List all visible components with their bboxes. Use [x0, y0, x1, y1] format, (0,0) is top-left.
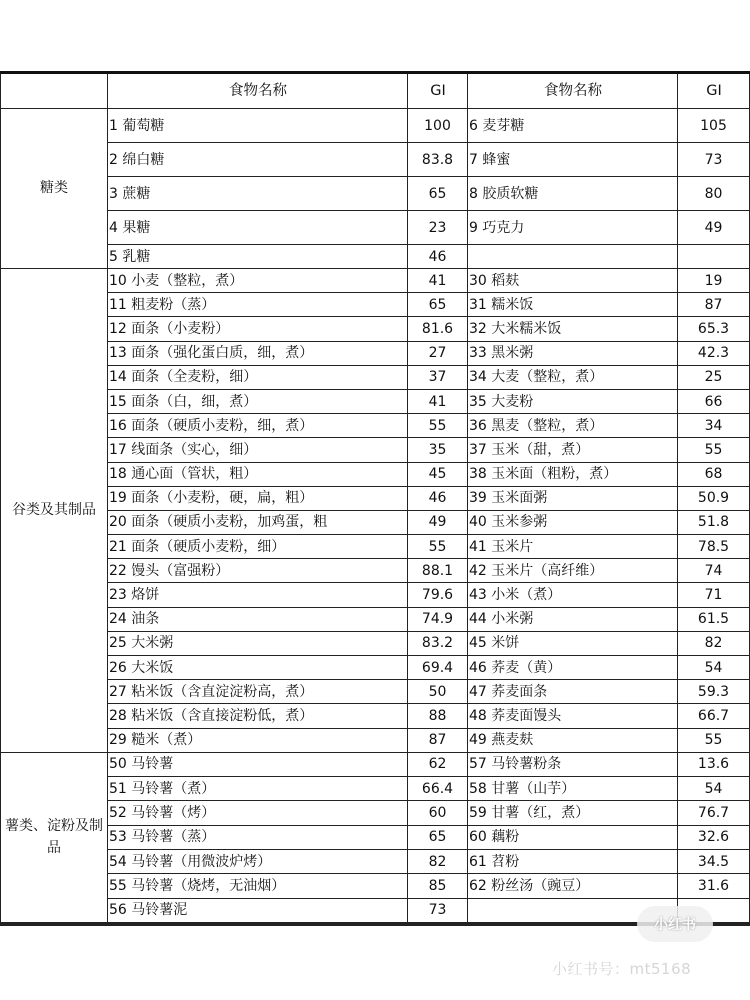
gi-value: 42.3	[678, 341, 750, 365]
gi-value: 32.6	[678, 825, 750, 849]
food-name: 43 小米（煮）	[468, 583, 678, 607]
gi-value: 88	[408, 704, 468, 728]
gi-value: 41	[408, 389, 468, 413]
gi-value: 65	[408, 177, 468, 211]
food-name: 50 马铃薯	[108, 752, 408, 776]
food-name: 7 蜂蜜	[468, 143, 678, 177]
header-food-name-left: 食物名称	[108, 73, 408, 109]
table-row	[1, 211, 750, 245]
gi-value: 55	[408, 414, 468, 438]
food-name: 23 烙饼	[108, 583, 408, 607]
food-name: 26 大米饭	[108, 656, 408, 680]
food-name: 52 马铃薯（烤）	[108, 801, 408, 825]
food-name: 27 粘米饭（含直淀淀粉高，煮）	[108, 680, 408, 704]
gi-food-table	[0, 71, 750, 926]
gi-value: 81.6	[408, 317, 468, 341]
gi-value: 100	[408, 109, 468, 143]
food-name: 58 甘薯（山芋）	[468, 777, 678, 801]
food-name: 35 大麦粉	[468, 389, 678, 413]
gi-value: 65	[408, 825, 468, 849]
food-name: 62 粉丝汤（豌豆）	[468, 874, 678, 898]
gi-value: 51.8	[678, 510, 750, 534]
food-name: 2 绵白糖	[108, 143, 408, 177]
category-label: 糖类	[1, 109, 108, 269]
gi-value: 55	[678, 728, 750, 752]
gi-value: 45	[408, 462, 468, 486]
food-name: 39 玉米面粥	[468, 486, 678, 510]
gi-value: 37	[408, 365, 468, 389]
table-row	[1, 341, 750, 365]
food-name: 47 荞麦面条	[468, 680, 678, 704]
gi-value: 31.6	[678, 874, 750, 898]
table-row	[1, 269, 750, 293]
table-row	[1, 728, 750, 752]
table-row	[1, 389, 750, 413]
food-name: 59 甘薯（红，煮）	[468, 801, 678, 825]
gi-value: 59.3	[678, 680, 750, 704]
gi-value: 88.1	[408, 559, 468, 583]
gi-value: 83.2	[408, 631, 468, 655]
food-name: 18 通心面（管状，粗）	[108, 462, 408, 486]
food-name: 46 荞麦（黄）	[468, 656, 678, 680]
table-row	[1, 177, 750, 211]
gi-value: 41	[408, 269, 468, 293]
food-name: 30 稻麸	[468, 269, 678, 293]
category-label: 谷类及其制品	[1, 269, 108, 753]
table-row	[1, 849, 750, 873]
table-row	[1, 874, 750, 898]
gi-value: 65	[408, 293, 468, 317]
gi-value: 80	[678, 177, 750, 211]
gi-value: 46	[408, 245, 468, 269]
food-name: 22 馒头（富强粉）	[108, 559, 408, 583]
food-name: 20 面条（硬质小麦粉，加鸡蛋，粗	[108, 510, 408, 534]
gi-value: 68	[678, 462, 750, 486]
gi-value: 87	[678, 293, 750, 317]
gi-value: 54	[678, 656, 750, 680]
food-name: 38 玉米面（粗粉，煮）	[468, 462, 678, 486]
gi-value: 61.5	[678, 607, 750, 631]
gi-value: 74.9	[408, 607, 468, 631]
table-row	[1, 801, 750, 825]
table-row	[1, 583, 750, 607]
table-row	[1, 143, 750, 177]
table-row	[1, 656, 750, 680]
table-row	[1, 631, 750, 655]
table-body	[1, 109, 750, 924]
gi-value: 79.6	[408, 583, 468, 607]
table-row	[1, 317, 750, 341]
table-row	[1, 414, 750, 438]
gi-value: 73	[678, 143, 750, 177]
table-row	[1, 510, 750, 534]
header-category	[1, 73, 108, 109]
header-gi-left: GI	[408, 73, 468, 109]
category-label: 薯类、淀粉及制品	[1, 752, 108, 924]
food-name: 53 马铃薯（蒸）	[108, 825, 408, 849]
food-name: 15 面条（白，细，煮）	[108, 389, 408, 413]
gi-value: 23	[408, 211, 468, 245]
food-name	[468, 245, 678, 269]
table-row	[1, 704, 750, 728]
header-gi-right: GI	[678, 73, 750, 109]
watermark-text: 小红书号：mt5168	[552, 960, 692, 978]
food-name: 40 玉米参粥	[468, 510, 678, 534]
table-row	[1, 777, 750, 801]
gi-value: 65.3	[678, 317, 750, 341]
gi-value: 87	[408, 728, 468, 752]
food-name: 24 油条	[108, 607, 408, 631]
table-row	[1, 462, 750, 486]
food-name: 36 黑麦（整粒，煮）	[468, 414, 678, 438]
food-name: 57 马铃薯粉条	[468, 752, 678, 776]
food-name: 14 面条（全麦粉，细）	[108, 365, 408, 389]
gi-value: 50.9	[678, 486, 750, 510]
food-name: 6 麦芽糖	[468, 109, 678, 143]
gi-value: 66.4	[408, 777, 468, 801]
table-row	[1, 293, 750, 317]
gi-value: 85	[408, 874, 468, 898]
gi-value: 34.5	[678, 849, 750, 873]
table-row	[1, 109, 750, 143]
gi-value: 50	[408, 680, 468, 704]
food-name: 60 藕粉	[468, 825, 678, 849]
gi-value: 34	[678, 414, 750, 438]
food-name: 1 葡萄糖	[108, 109, 408, 143]
table-row	[1, 365, 750, 389]
gi-value: 49	[678, 211, 750, 245]
table-row	[1, 607, 750, 631]
gi-value: 82	[408, 849, 468, 873]
food-name: 4 果糖	[108, 211, 408, 245]
gi-value: 76.7	[678, 801, 750, 825]
gi-value: 82	[678, 631, 750, 655]
food-name: 49 燕麦麸	[468, 728, 678, 752]
gi-value: 60	[408, 801, 468, 825]
header-row	[1, 73, 750, 109]
food-name: 11 粗麦粉（蒸）	[108, 293, 408, 317]
watermark-logo: 小红书	[637, 906, 713, 942]
food-name: 10 小麦（整粒，煮）	[108, 269, 408, 293]
gi-value: 66.7	[678, 704, 750, 728]
food-name: 45 米饼	[468, 631, 678, 655]
gi-value: 74	[678, 559, 750, 583]
gi-value	[678, 245, 750, 269]
food-name: 16 面条（硬质小麦粉，细，煮）	[108, 414, 408, 438]
gi-value: 66	[678, 389, 750, 413]
food-name: 48 荞麦面馒头	[468, 704, 678, 728]
header-food-name-right: 食物名称	[468, 73, 678, 109]
gi-value: 27	[408, 341, 468, 365]
gi-value: 78.5	[678, 535, 750, 559]
table-row	[1, 825, 750, 849]
gi-value: 35	[408, 438, 468, 462]
food-name: 17 线面条（实心，细）	[108, 438, 408, 462]
table-row	[1, 752, 750, 776]
food-name: 54 马铃薯（用微波炉烤）	[108, 849, 408, 873]
gi-value: 73	[408, 898, 468, 924]
gi-value: 55	[678, 438, 750, 462]
food-name: 61 苕粉	[468, 849, 678, 873]
gi-value: 54	[678, 777, 750, 801]
table-row	[1, 559, 750, 583]
food-name: 41 玉米片	[468, 535, 678, 559]
food-name: 5 乳糖	[108, 245, 408, 269]
food-name: 29 糙米（煮）	[108, 728, 408, 752]
food-name: 55 马铃薯（烧烤，无油烟）	[108, 874, 408, 898]
food-name: 13 面条（强化蛋白质，细，煮）	[108, 341, 408, 365]
gi-value: 62	[408, 752, 468, 776]
food-name: 28 粘米饭（含直接淀粉低，煮）	[108, 704, 408, 728]
food-name: 51 马铃薯（煮）	[108, 777, 408, 801]
food-name: 32 大米糯米饭	[468, 317, 678, 341]
gi-value: 13.6	[678, 752, 750, 776]
gi-value: 55	[408, 535, 468, 559]
food-name: 42 玉米片（高纤维）	[468, 559, 678, 583]
food-name: 31 糯米饭	[468, 293, 678, 317]
food-name: 9 巧克力	[468, 211, 678, 245]
table-row	[1, 486, 750, 510]
food-name: 56 马铃薯泥	[108, 898, 408, 924]
food-name: 12 面条（小麦粉）	[108, 317, 408, 341]
food-name: 21 面条（硬质小麦粉，细）	[108, 535, 408, 559]
gi-value: 25	[678, 365, 750, 389]
food-name: 44 小米粥	[468, 607, 678, 631]
food-name: 19 面条（小麦粉，硬，扁，粗）	[108, 486, 408, 510]
food-name: 3 蔗糖	[108, 177, 408, 211]
table-row	[1, 680, 750, 704]
food-name: 37 玉米（甜，煮）	[468, 438, 678, 462]
food-name: 25 大米粥	[108, 631, 408, 655]
gi-value: 71	[678, 583, 750, 607]
food-name: 33 黑米粥	[468, 341, 678, 365]
gi-value: 49	[408, 510, 468, 534]
gi-value: 83.8	[408, 143, 468, 177]
table-row	[1, 535, 750, 559]
gi-value: 69.4	[408, 656, 468, 680]
table-row	[1, 438, 750, 462]
gi-value: 19	[678, 269, 750, 293]
food-name: 34 大麦（整粒，煮）	[468, 365, 678, 389]
table-row	[1, 245, 750, 269]
gi-value: 105	[678, 109, 750, 143]
gi-value: 46	[408, 486, 468, 510]
food-name: 8 胶质软糖	[468, 177, 678, 211]
